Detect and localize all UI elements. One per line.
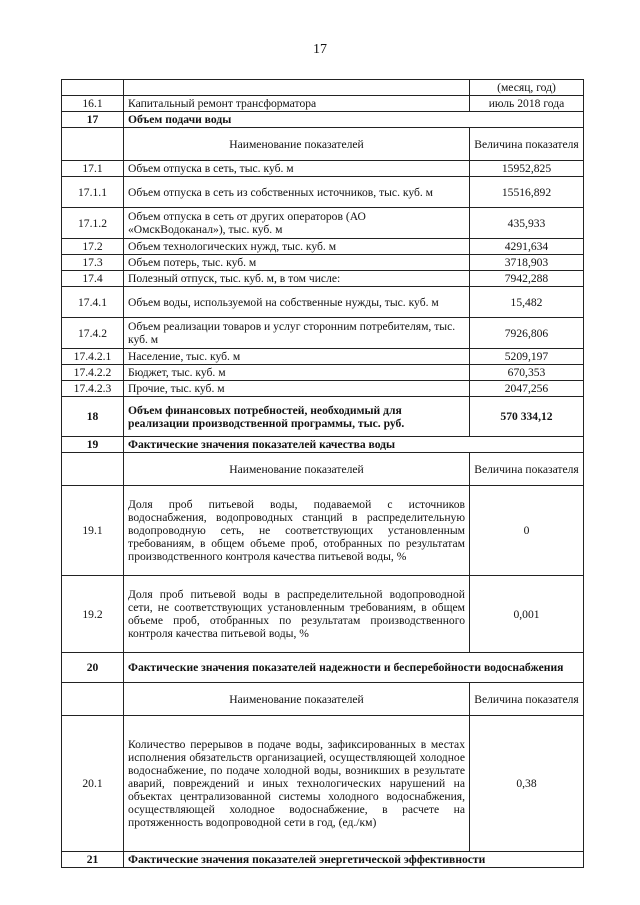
row-number: 18 — [62, 397, 124, 437]
section-title: Объем подачи воды — [124, 112, 584, 128]
row-number: 17.1.1 — [62, 177, 124, 208]
row-name: Население, тыс. куб. м — [124, 349, 470, 365]
row-name: Доля проб питьевой воды, подаваемой с источников водоснабжения, водопроводных станций в распределительную водопроводную сеть, не соответствующих установленным требованиям, в общем объеме проб, отобранных по результатам производственного контроля качества питьевой воды, % — [124, 486, 470, 576]
row-number: 17.1 — [62, 161, 124, 177]
row-value: 0,38 — [470, 716, 584, 852]
row-number: 17.4.2.3 — [62, 381, 124, 397]
table-row — [62, 381, 584, 397]
page-number: 17 — [313, 42, 327, 57]
section-number: 20 — [62, 653, 124, 683]
table-row — [62, 365, 584, 381]
header-empty — [62, 683, 124, 716]
row-value: (месяц, год) — [470, 80, 584, 96]
table-row — [62, 208, 584, 239]
row-number — [62, 80, 124, 96]
row-name: Объем отпуска в сеть из собственных источников, тыс. куб. м — [124, 177, 470, 208]
row-value: 0,001 — [470, 576, 584, 653]
row-value: 15516,892 — [470, 177, 584, 208]
header-row — [62, 453, 584, 486]
row-number: 17.4.2 — [62, 318, 124, 349]
header-name: Наименование показателей — [124, 453, 470, 486]
row-value: 435,933 — [470, 208, 584, 239]
header-empty — [62, 128, 124, 161]
header-name: Наименование показателей — [124, 683, 470, 716]
row-name: Прочие, тыс. куб. м — [124, 381, 470, 397]
row-value: июль 2018 года — [470, 96, 584, 112]
row-value: 570 334,12 — [470, 397, 584, 437]
row-value: 7926,806 — [470, 318, 584, 349]
section-row — [62, 437, 584, 453]
header-row — [62, 683, 584, 716]
table-row — [62, 177, 584, 208]
row-name: Объем технологических нужд, тыс. куб. м — [124, 239, 470, 255]
header-empty — [62, 453, 124, 486]
header-name: Наименование показателей — [124, 128, 470, 161]
row-name: Объем отпуска в сеть, тыс. куб. м — [124, 161, 470, 177]
header-value: Величина показателя — [470, 128, 584, 161]
header-value: Величина показателя — [470, 453, 584, 486]
row-value: 4291,634 — [470, 239, 584, 255]
row-number: 17.4 — [62, 271, 124, 287]
row-number: 19.2 — [62, 576, 124, 653]
section-number: 19 — [62, 437, 124, 453]
table-row — [62, 239, 584, 255]
section-number: 17 — [62, 112, 124, 128]
row-value: 2047,256 — [470, 381, 584, 397]
row-value: 0 — [470, 486, 584, 576]
section-title: Фактические значения показателей надежности и бесперебойности водоснабжения — [124, 653, 584, 683]
indicators-table — [61, 79, 584, 868]
row-name: Объем отпуска в сеть от других операторов (АО «ОмскВодоканал»), тыс. куб. м — [124, 208, 470, 239]
row-name: Объем реализации товаров и услуг сторонним потребителям, тыс. куб. м — [124, 318, 470, 349]
row-name: Количество перерывов в подаче воды, зафиксированных в местах исполнения обязательств организацией, осуществляющей холодное водоснабжение, по подаче холодной воды, возникших в результате аварий, повреждений и иных технологических нарушений на объектах централизованной системы холодного водоснабжения, осуществляющей холодное водоснабжение, в расчете на протяженность водопроводной сети в год, (ед./км) — [124, 716, 470, 852]
header-value: Величина показателя — [470, 683, 584, 716]
table-row — [62, 161, 584, 177]
section-title: Фактические значения показателей энергетической эффективности — [124, 852, 584, 868]
row-number: 16.1 — [62, 96, 124, 112]
table-row — [62, 96, 584, 112]
row-number: 20.1 — [62, 716, 124, 852]
row-value: 7942,288 — [470, 271, 584, 287]
section-row — [62, 653, 584, 683]
row-number: 17.1.2 — [62, 208, 124, 239]
table-row — [62, 255, 584, 271]
section-number: 21 — [62, 852, 124, 868]
row-value: 670,353 — [470, 365, 584, 381]
row-name: Полезный отпуск, тыс. куб. м, в том числе: — [124, 271, 470, 287]
row-number: 17.4.1 — [62, 287, 124, 318]
row-name: Объем финансовых потребностей, необходимый для реализации производственной программы, тыс. руб. — [124, 397, 470, 437]
table-row — [62, 271, 584, 287]
row-value: 15,482 — [470, 287, 584, 318]
row-name: Капитальный ремонт трансформатора — [124, 96, 470, 112]
table-row-financial — [62, 397, 584, 437]
header-row — [62, 128, 584, 161]
table-row — [62, 576, 584, 653]
row-number: 17.3 — [62, 255, 124, 271]
table-row — [62, 287, 584, 318]
section-row — [62, 112, 584, 128]
row-value: 5209,197 — [470, 349, 584, 365]
table-row — [62, 486, 584, 576]
section-title: Фактические значения показателей качества воды — [124, 437, 584, 453]
row-name: Доля проб питьевой воды в распределительной водопроводной сети, не соответствующих установленным требованиям, в общем объеме проб, отобранных по результатам производственного контроля качества питьевой воды, % — [124, 576, 470, 653]
table-row — [62, 318, 584, 349]
row-value: 15952,825 — [470, 161, 584, 177]
row-name: Объем потерь, тыс. куб. м — [124, 255, 470, 271]
table-row — [62, 349, 584, 365]
row-number: 19.1 — [62, 486, 124, 576]
row-name — [124, 80, 470, 96]
table-row — [62, 716, 584, 852]
row-value: 3718,903 — [470, 255, 584, 271]
row-number: 17.4.2.2 — [62, 365, 124, 381]
section-row — [62, 852, 584, 868]
row-number: 17.4.2.1 — [62, 349, 124, 365]
row-number: 17.2 — [62, 239, 124, 255]
row-name: Бюджет, тыс. куб. м — [124, 365, 470, 381]
table-row — [62, 80, 584, 96]
row-name: Объем воды, используемой на собственные нужды, тыс. куб. м — [124, 287, 470, 318]
